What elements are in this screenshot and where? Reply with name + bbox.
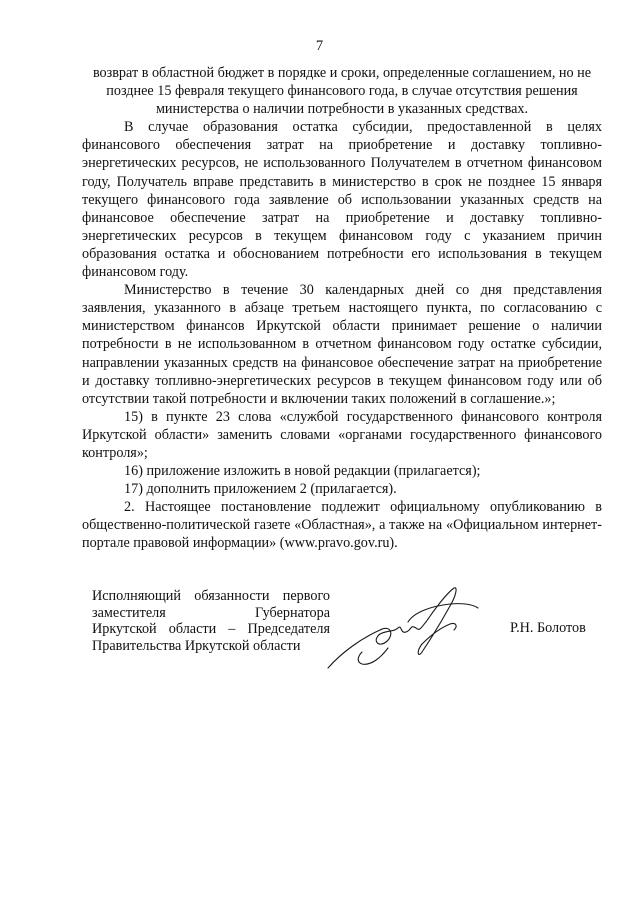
paragraph-item-17: 17) дополнить приложением 2 (прилагается). bbox=[124, 481, 397, 498]
signatory-position bbox=[92, 588, 330, 654]
paragraph-item-16: 16) приложение изложить в новой редакции (прилагается); bbox=[124, 463, 481, 480]
document-body bbox=[82, 64, 602, 553]
paragraph-publication: 2. Настоящее постановление подлежит официальному опубликованию в общественно-политической газете «Областная», а также на «Официальном интернет-портале правовой информации» (www.pravo.gov.ru). bbox=[82, 499, 602, 552]
signatory-position-line: заместителя Губернатора bbox=[92, 604, 330, 621]
page-number: 7 bbox=[315, 38, 324, 54]
signatory-name: Р.Н. Болотов bbox=[510, 620, 586, 636]
signatory-position-line: Иркутской области – Председателя bbox=[92, 621, 330, 637]
signatory-position-line: Правительства Иркутской области bbox=[92, 637, 301, 654]
paragraph-item-15: 15) в пункте 23 слова «службой государственного финансового контроля Иркутской области» заменить словами «органами государственного финансового контроля»; bbox=[82, 408, 602, 461]
paragraph-continuation: возврат в областной бюджет в порядке и сроки, определенные соглашением, но не позднее 15 февраля текущего финансового года, в случае отсутствия решения министерства о наличии потребности в указанных средствах. bbox=[92, 65, 592, 118]
signatory-position-line: Исполняющий обязанности первого bbox=[92, 588, 330, 604]
paragraph-balance-subsidy: В случае образования остатка субсидии, предоставленной в целях финансового обеспечения затрат на приобретение и доставку топливно-энергетических ресурсов, не использованного Получателем в отчетном финансовом году, Получатель вправе представить в министерство в срок не позднее 15 января текущего финансового года заявление об использовании указанных средств на финансовое обеспечение затрат на приобретение и доставку топливно-энергетических ресурсов в текущем финансовом году с указанием причин образования остатка и обоснованием потребности его использования в текущем финансовом году. bbox=[82, 119, 602, 281]
handwritten-signature bbox=[322, 582, 502, 678]
paragraph-ministry-decision: Министерство в течение 30 календарных дней со дня представления заявления, указанного в абзаце третьем настоящего пункта, по согласованию с министерством финансов Иркутской области принимает решение о наличии потребности в не использованном в отчетном финансовом году остатке субсидии, направлении указанных средств на финансовое обеспечение затрат на приобретение и доставку топливно-энергетических ресурсов в текущем финансовом году или об отсутствии такой потребности и включении таких положений в соглашение.»; bbox=[82, 282, 602, 407]
signature-block bbox=[82, 588, 602, 678]
